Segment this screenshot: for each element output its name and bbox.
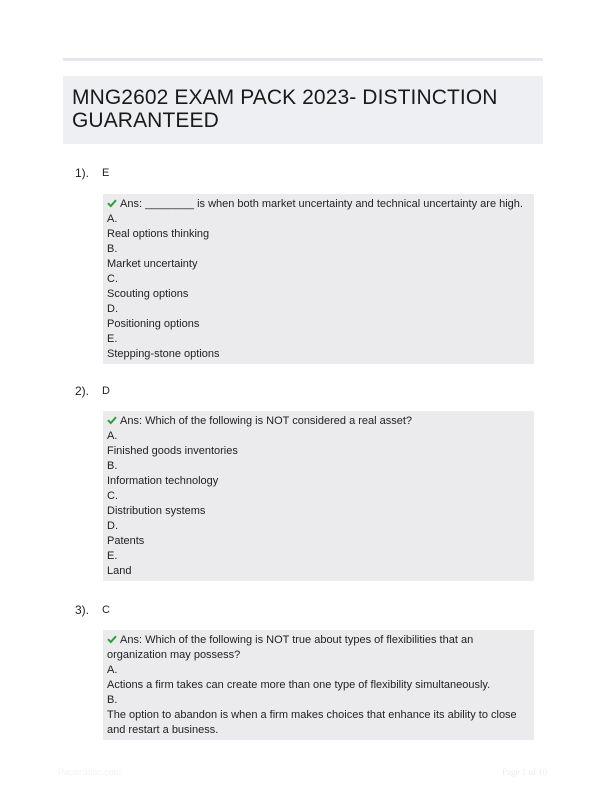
option-letter: A. (107, 664, 118, 676)
question-number: 2). (75, 384, 90, 398)
watermark-text: PaperStitic.com (58, 767, 122, 777)
answer-box (103, 411, 534, 581)
checkmark-icon (107, 198, 117, 208)
option-text: Information technology (107, 475, 219, 487)
option-text: Finished goods inventories (107, 445, 238, 457)
checkmark-icon (107, 634, 117, 644)
option-text: Market uncertainty (107, 258, 198, 270)
answer-box (103, 194, 534, 364)
option-letter: A. (107, 430, 118, 442)
answer-letter: C (102, 604, 110, 616)
top-divider (63, 58, 543, 61)
option-letter: B. (107, 460, 118, 472)
checkmark-icon (107, 415, 117, 425)
question-prompt (107, 414, 528, 429)
option-text: Distribution systems (107, 505, 206, 517)
question-prompt (107, 633, 528, 663)
option-letter: D. (107, 303, 118, 315)
question-number: 3). (75, 603, 90, 617)
option-letter: B. (107, 243, 118, 255)
prompt-text: Ans: Which of the following is NOT considered a real asset? (120, 415, 413, 427)
option-letter: E. (107, 333, 118, 345)
option-text: Positioning options (107, 318, 200, 330)
prompt-text: Ans: Which of the following is NOT true about types of flexibilities that an organization may possess? (107, 634, 474, 661)
option-text: The option to abandon is when a firm makes choices that enhance its ability to close and restart a business. (107, 709, 517, 736)
option-text: Land (107, 565, 132, 577)
prompt-text: Ans: ________ is when both market uncertainty and technical uncertainty are high. (120, 198, 523, 210)
answer-letter: D (102, 385, 110, 397)
document-title: MNG2602 EXAM PACK 2023- DISTINCTION GUARANTEED (72, 86, 498, 132)
answer-box (103, 630, 534, 740)
question-prompt (107, 197, 528, 212)
option-letter: A. (107, 213, 118, 225)
option-letter: C. (107, 490, 118, 502)
question-number: 1). (75, 166, 90, 180)
option-text: Patents (107, 535, 145, 547)
option-letter: E. (107, 550, 118, 562)
option-letter: C. (107, 273, 118, 285)
option-text: Scouting options (107, 288, 189, 300)
option-text: Real options thinking (107, 228, 210, 240)
page-number: Page 1 of 10 (502, 767, 548, 777)
option-text: Stepping-stone options (107, 348, 220, 360)
option-text: Actions a firm takes can create more than one type of flexibility simultaneously. (107, 679, 491, 691)
answer-letter: E (102, 167, 110, 179)
title-banner (63, 76, 543, 144)
option-letter: B. (107, 694, 118, 706)
option-letter: D. (107, 520, 118, 532)
